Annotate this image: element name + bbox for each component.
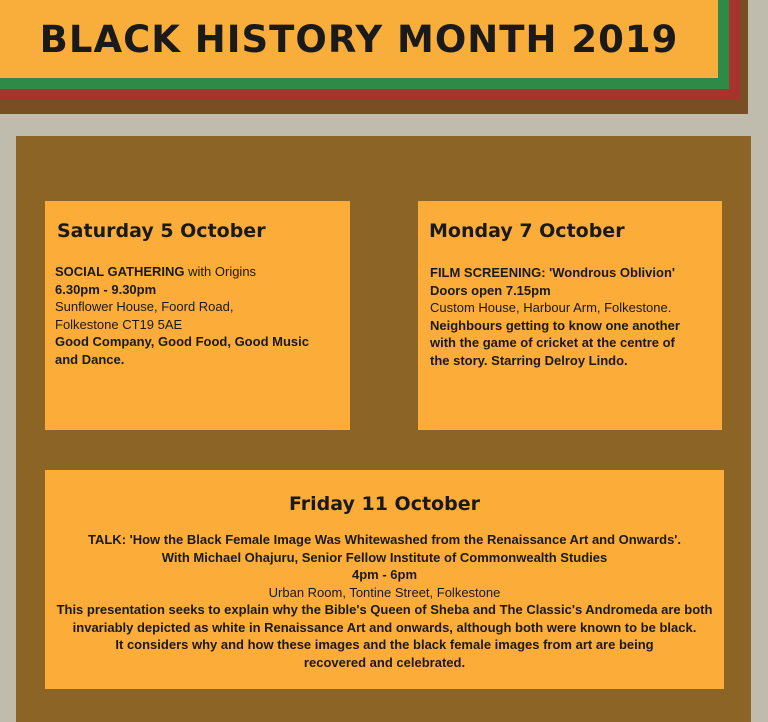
event-type-line xyxy=(55,263,309,281)
event-description-line3: It considers why and how these images and the black female images from art are being xyxy=(115,637,654,652)
event-title: FILM SCREENING: 'Wondrous Oblivion' xyxy=(430,265,675,280)
event-description-line2: invariably depicted as white in Renaissance Art and onwards, although both were known to be black. xyxy=(72,619,697,635)
event-date: Friday 11 October xyxy=(289,493,480,515)
event-venue: Urban Room, Tontine Street, Folkestone xyxy=(268,584,501,600)
event-description-line1: Neighbours getting to know one another xyxy=(430,317,680,333)
title-banner xyxy=(0,0,718,78)
event-time: Doors open 7.15pm xyxy=(430,282,551,298)
event-host: with Origins xyxy=(184,264,257,279)
page-title: BLACK HISTORY MONTH 2019 xyxy=(39,17,679,61)
event-card-monday xyxy=(418,201,722,430)
event-details xyxy=(55,263,309,368)
event-address-line2: Folkestone CT19 5AE xyxy=(55,316,183,332)
event-description-line2: with the game of cricket at the centre of xyxy=(430,335,675,350)
event-details xyxy=(430,264,680,369)
event-date: Saturday 5 October xyxy=(57,220,266,242)
event-time: 4pm - 6pm xyxy=(351,567,417,582)
event-description-line1: This presentation seeks to explain why the Bible's Queen of Sheba and The Classic's Andromeda are both xyxy=(56,602,713,617)
event-date: Monday 7 October xyxy=(429,220,625,242)
event-description-line3: the story. Starring Delroy Lindo. xyxy=(430,352,628,368)
event-description-line4: recovered and celebrated. xyxy=(303,654,466,670)
event-title: TALK: 'How the Black Female Image Was Whitewashed from the Renaissance Art and Onwards'. xyxy=(88,532,681,547)
event-details xyxy=(45,531,724,671)
event-description-line2: and Dance. xyxy=(55,351,125,367)
event-type: SOCIAL GATHERING xyxy=(55,264,185,279)
event-venue: Custom House, Harbour Arm, Folkestone. xyxy=(430,300,672,315)
event-address-line1: Sunflower House, Foord Road, xyxy=(55,299,234,314)
event-speaker: With Michael Ohajuru, Senior Fellow Institute of Commonwealth Studies xyxy=(161,549,608,565)
event-time: 6.30pm - 9.30pm xyxy=(55,281,157,297)
event-description-line1: Good Company, Good Food, Good Music xyxy=(55,334,309,349)
event-card-friday xyxy=(45,470,724,689)
event-card-saturday xyxy=(45,201,350,430)
